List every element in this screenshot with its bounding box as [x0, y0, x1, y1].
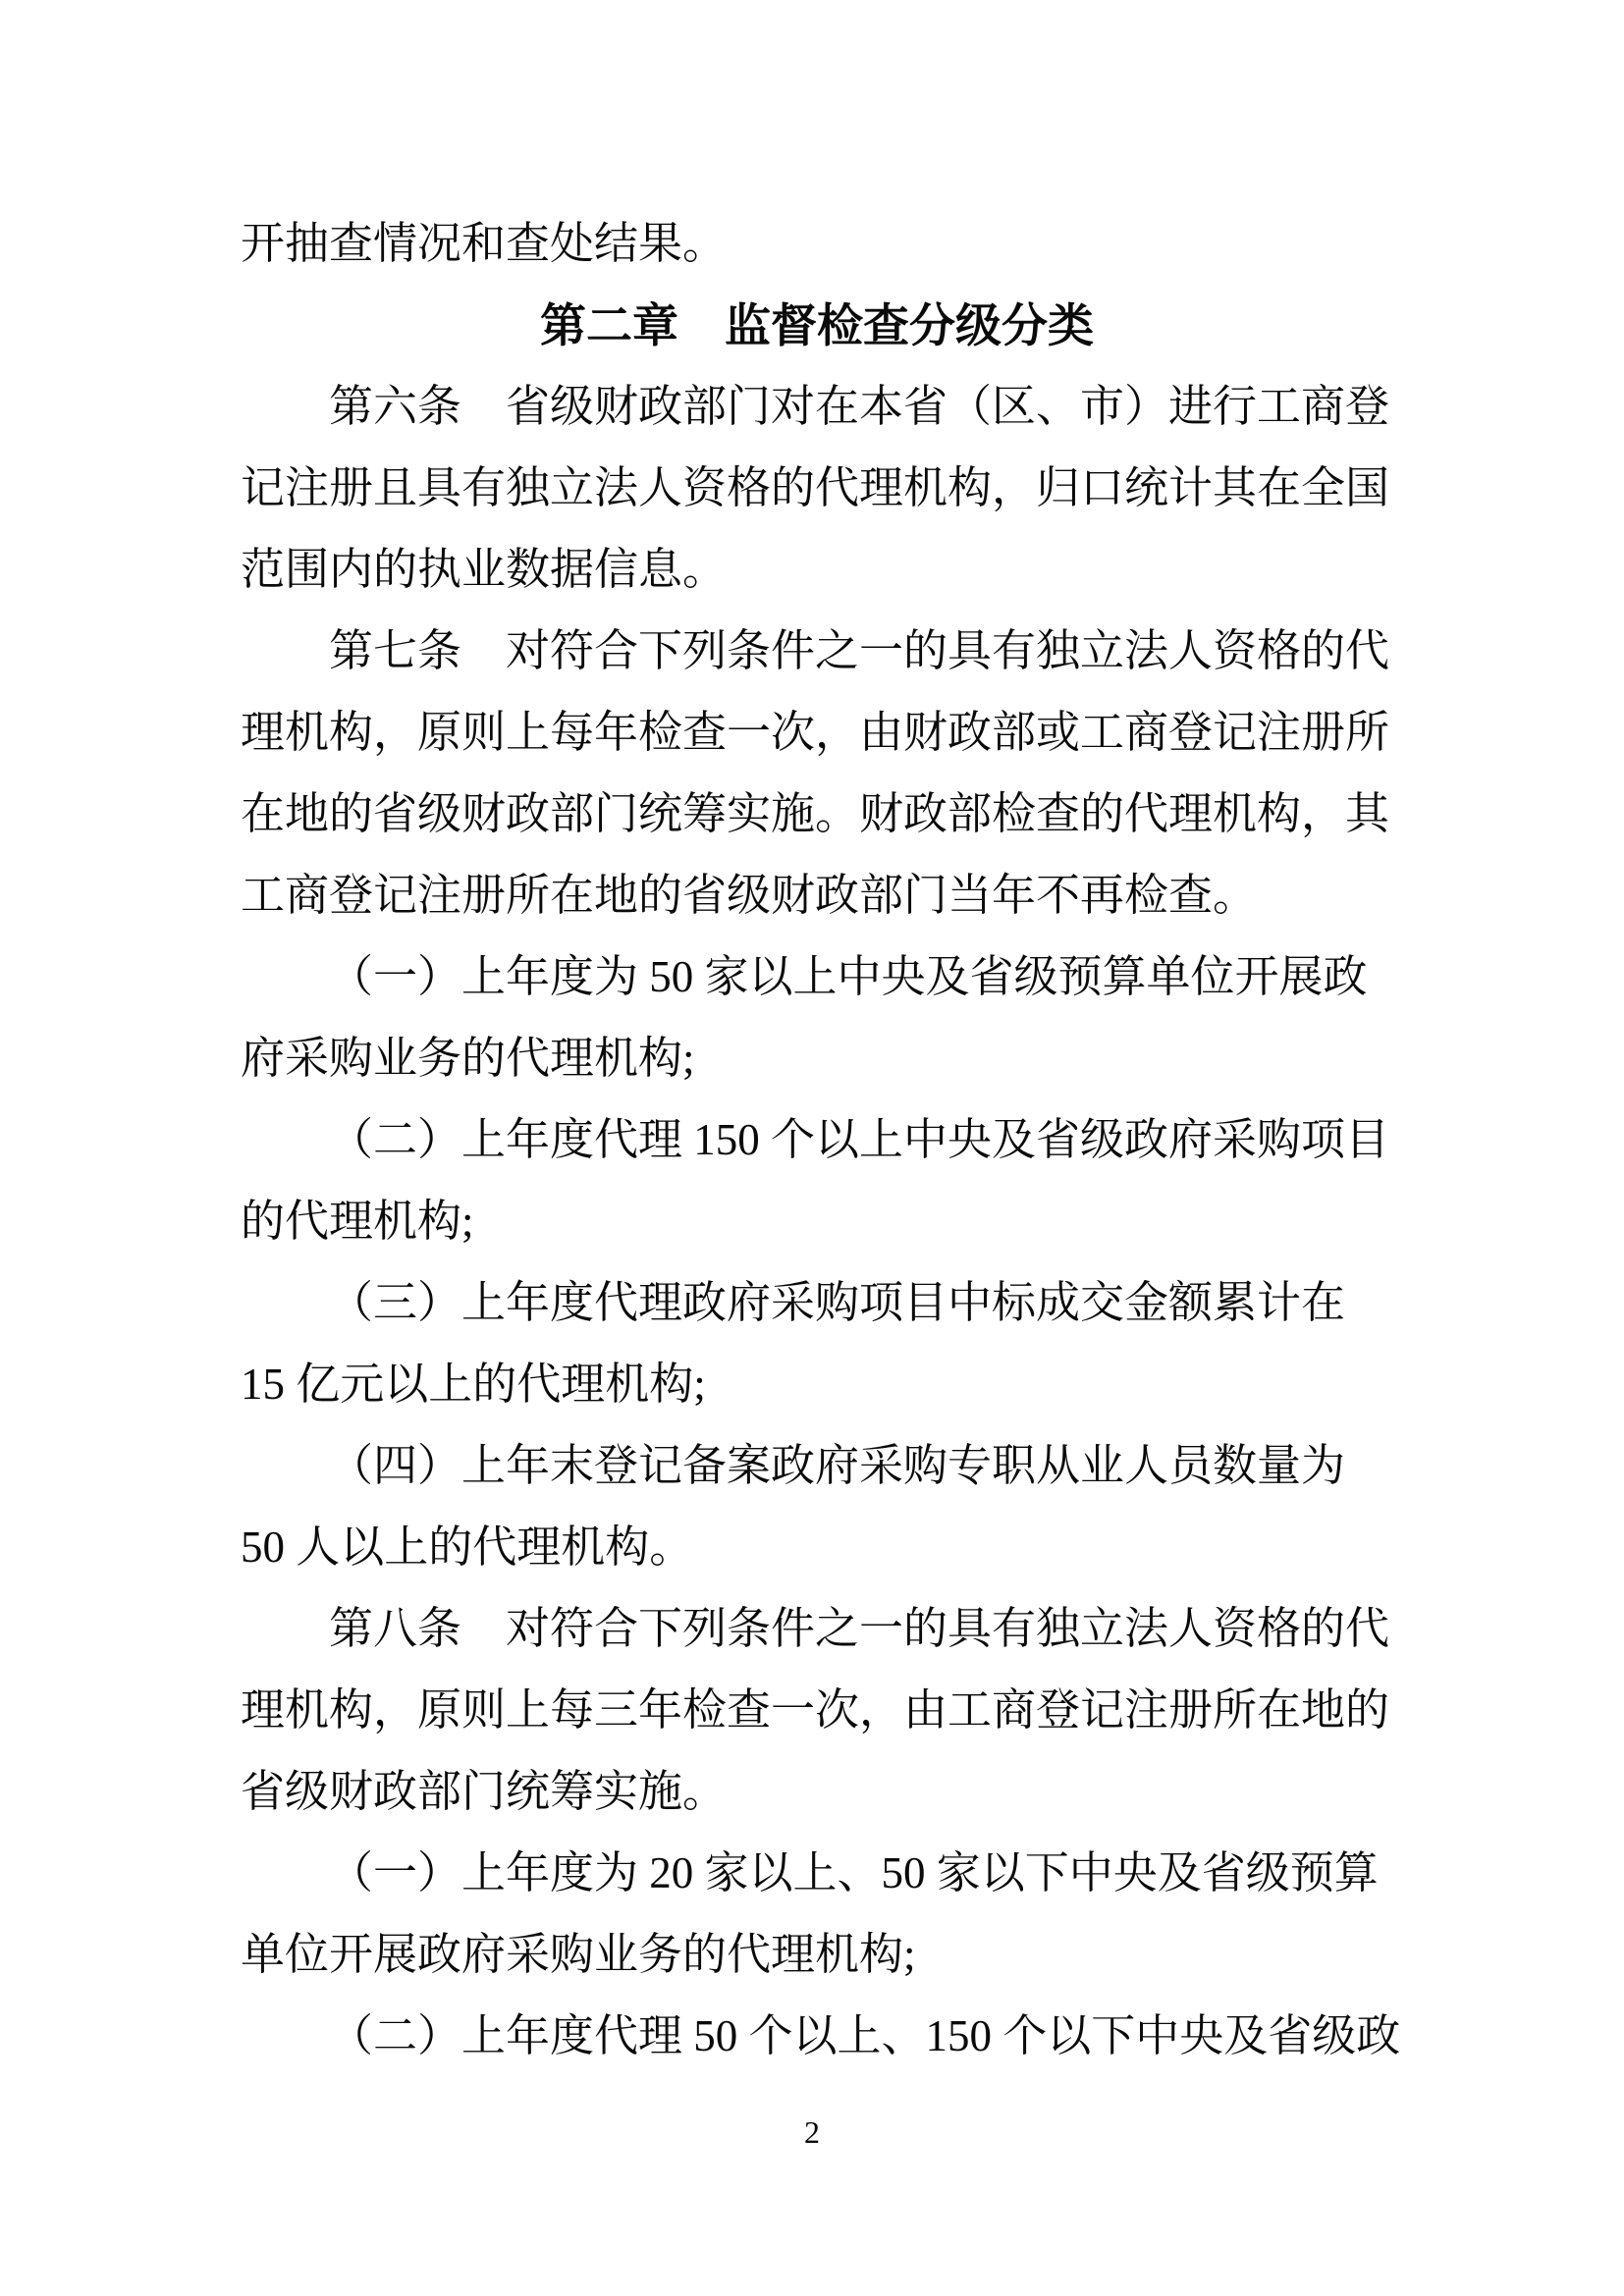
text-line: 理机构，原则上每三年检查一次，由工商登记注册所在地的	[241, 1685, 1390, 1735]
text-line: 范围内的执业数据信息。	[241, 545, 728, 594]
chapter-heading: 第二章 监督检查分级分类	[540, 299, 1094, 351]
text-line: 的代理机构;	[241, 1197, 474, 1246]
text-line: 记注册且具有独立法人资格的代理机构，归口统计其在全国	[241, 463, 1390, 512]
text-line: 第六条 省级财政部门对在本省（区、市）进行工商登	[329, 382, 1390, 431]
text-line: （三）上年度代理政府采购项目中标成交金额累计在	[329, 1278, 1346, 1327]
page-number: 2	[804, 2114, 820, 2150]
text-line: 在地的省级财政部门统筹实施。财政部检查的代理机构，其	[241, 789, 1390, 838]
text-line: 第七条 对符合下列条件之一的具有独立法人资格的代	[329, 626, 1390, 675]
text-line: （二）上年度代理 50 个以上、150 个以下中央及省级政	[329, 2011, 1401, 2060]
text-line: （二）上年度代理 150 个以上中央及省级政府采购项目	[329, 1115, 1390, 1164]
text-line: 理机构，原则上每年检查一次，由财政部或工商登记注册所	[241, 708, 1390, 757]
text-line: 50 人以上的代理机构。	[241, 1522, 694, 1572]
text-line: （一）上年度为 20 家以上、50 家以下中央及省级预算	[329, 1848, 1379, 1897]
text-line: 单位开展政府采购业务的代理机构;	[241, 1930, 916, 1979]
text-line: 府采购业务的代理机构;	[241, 1034, 695, 1083]
document-body	[241, 203, 1401, 2077]
text-line: （一）上年度为 50 家以上中央及省级预算单位开展政	[329, 952, 1368, 1001]
text-line: 第八条 对符合下列条件之一的具有独立法人资格的代	[329, 1604, 1390, 1653]
text-line: （四）上年末登记备案政府采购专职从业人员数量为	[329, 1441, 1346, 1490]
text-line: 工商登记注册所在地的省级财政部门当年不再检查。	[241, 871, 1258, 920]
text-line: 省级财政部门统筹实施。	[241, 1767, 728, 1816]
text-line: 15 亿元以上的代理机构;	[241, 1360, 706, 1409]
text-line: 开抽查情况和查处结果。	[241, 219, 728, 268]
